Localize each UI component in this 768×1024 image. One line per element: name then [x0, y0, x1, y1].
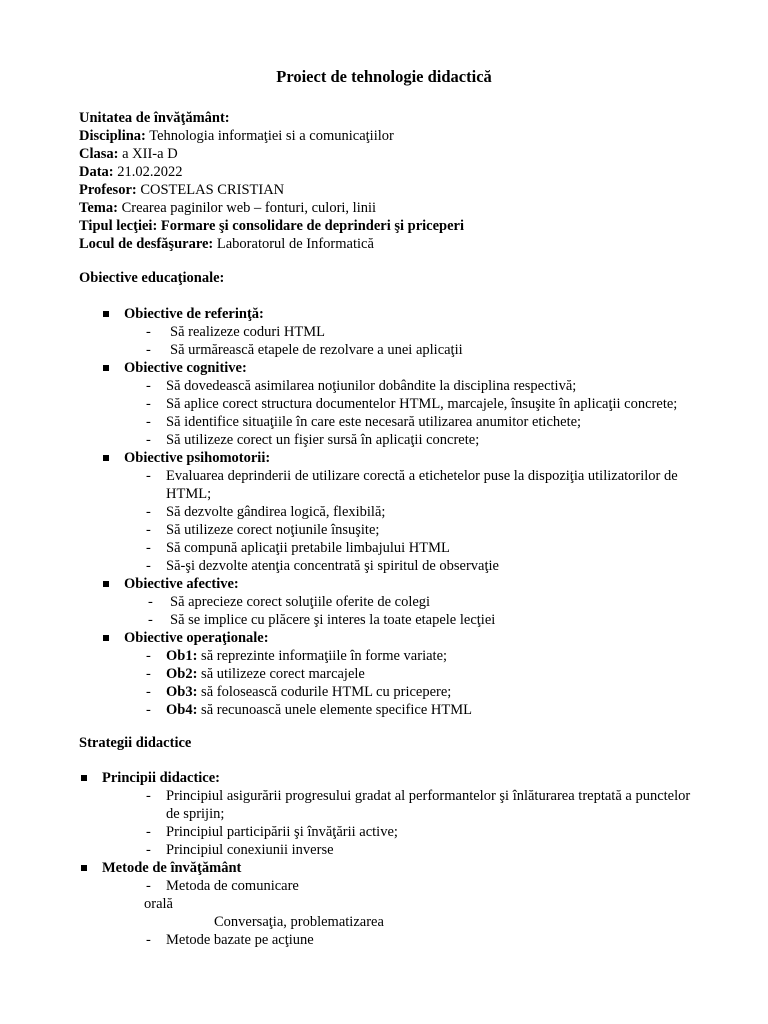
bullet-square-icon	[103, 311, 109, 317]
bullet-square-icon	[103, 455, 109, 461]
list-item: - Să-şi dezvolte atenţia concentrată şi spiritul de observaţie	[146, 558, 499, 574]
list-item: - Ob4: să recunoască unele elemente specifice HTML	[146, 702, 472, 718]
meta-unitatea: Unitatea de învăţământ:	[79, 110, 230, 126]
list-item: - Principiul conexiunii inverse	[146, 842, 334, 858]
list-item-continuation: orală	[144, 896, 173, 912]
list-item: - Principiul asigurării progresului gradat al performantelor şi înlăturarea treptată a punctelor	[146, 788, 691, 804]
list-item: - Evaluarea deprinderii de utilizare corectă a etichetelor puse la dispoziţia utilizatorilor de	[146, 468, 678, 484]
list-item: - Să urmărească etapele de rezolvare a unei aplicaţii	[146, 342, 463, 358]
list-item: - Ob1: să reprezinte informaţiile în forme variate;	[146, 648, 448, 664]
bullet-heading: Obiective de referinţă:	[0, 305, 768, 323]
bullet-heading: Obiective afective:	[0, 575, 768, 593]
lesson-meta	[79, 109, 464, 253]
list-subitem: Conversaţia, problematizarea	[214, 914, 384, 930]
meta-disciplina: Disciplina: Tehnologia informaţiei si a comunicaţiilor	[79, 128, 394, 144]
list-item: - Să utilizeze corect un fişier sursă în aplicaţii concrete;	[146, 432, 480, 448]
list-item: - Să dezvolte gândirea logică, flexibilă;	[146, 504, 386, 520]
list-item: - Metoda de comunicare	[146, 878, 299, 894]
list-item: - Principiul participării şi învăţării active;	[146, 824, 398, 840]
bullet-heading: Principii didactice:	[0, 769, 768, 787]
section-heading-strategii: Strategii didactice	[79, 735, 192, 751]
meta-data: Data: 21.02.2022	[79, 164, 183, 180]
list-item: - Să aprecieze corect soluţiile oferite de colegi	[148, 594, 431, 610]
list-item: - Metode bazate pe acţiune	[146, 932, 314, 948]
bullet-square-icon	[81, 865, 87, 871]
bullet-heading: Obiective psihomotorii:	[0, 449, 768, 467]
meta-locul: Locul de desfăşurare: Laboratorul de Informatică	[79, 236, 374, 252]
list-item: - Să utilizeze corect noţiunile însuşite;	[146, 522, 380, 538]
obiective-list	[0, 305, 768, 719]
list-item: - Să identifice situaţiile în care este necesară utilizarea anumitor etichete;	[146, 414, 582, 430]
list-item-continuation: HTML;	[166, 486, 212, 502]
bullet-heading: Obiective cognitive:	[0, 359, 768, 377]
bullet-square-icon	[103, 581, 109, 587]
meta-tipul: Tipul lecţiei: Formare şi consolidare de deprinderi şi priceperi	[79, 218, 465, 234]
bullet-square-icon	[103, 635, 109, 641]
bullet-heading: Obiective operaţionale:	[0, 629, 768, 647]
meta-tema: Tema: Crearea paginilor web – fonturi, culori, linii	[79, 200, 377, 216]
list-item: - Să aplice corect structura documentelor HTML, marcajele, însuşite în aplicaţii concrete;	[146, 396, 678, 412]
meta-clasa: Clasa: a XII-a D	[79, 146, 178, 162]
list-item: - Să se implice cu plăcere şi interes la toate etapele lecţiei	[148, 612, 496, 628]
bullet-square-icon	[81, 775, 87, 781]
meta-profesor: Profesor: COSTELAS CRISTIAN	[79, 182, 285, 198]
page-title: Proiect de tehnologie didactică	[276, 67, 492, 86]
list-item: - Ob2: să utilizeze corect marcajele	[146, 666, 365, 682]
list-item: - Să compună aplicaţii pretabile limbajului HTML	[146, 540, 450, 556]
list-item-continuation: de sprijin;	[166, 806, 225, 822]
bullet-square-icon	[103, 365, 109, 371]
list-item: - Să dovedească asimilarea noţiunilor dobândite la disciplina respectivă;	[146, 378, 577, 394]
list-item: - Să realizeze coduri HTML	[146, 324, 325, 340]
section-heading-obiective: Obiective educaţionale:	[79, 270, 225, 286]
strategii-list	[0, 769, 768, 949]
bullet-heading: Metode de învăţământ	[0, 859, 768, 877]
list-item: - Ob3: să folosească codurile HTML cu pricepere;	[146, 684, 452, 700]
